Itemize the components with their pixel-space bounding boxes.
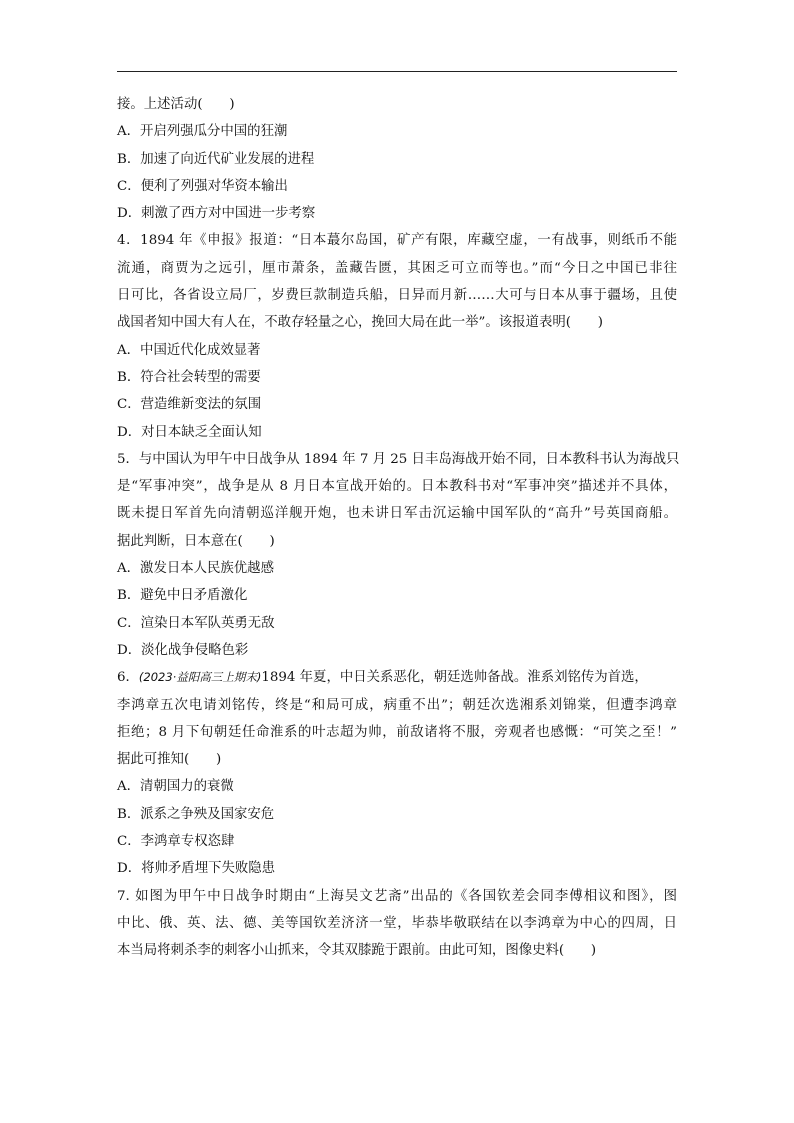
q4-stem-line-2: 流通，商贾为之远引，厘市萧条，盖藏告匮，其困乏可立而等也。”而“今日之中国已非往 xyxy=(117,260,677,276)
q4-option-a[interactable]: A．中国近代化成效显著 xyxy=(117,342,261,358)
q3-option-c[interactable]: C．便利了列强对华资本输出 xyxy=(117,178,288,194)
q4-stem-line-3: 日可比，各省设立局厂，岁费巨款制造兵船，日异而月新……大可与日本从事于疆场，且使 xyxy=(117,288,677,304)
q5-option-c[interactable]: C．渲染日本军队英勇无敌 xyxy=(117,615,275,631)
q5-option-a[interactable]: A．激发日本人民族优越感 xyxy=(117,561,274,577)
q6-option-a[interactable]: A．清朝国力的衰微 xyxy=(117,779,234,795)
q5-stem-line-1: 5．与中国认为甲午中日战争从 1894 年 7 月 25 日丰岛海战开始不同，日本教科书认为海战只 xyxy=(117,451,680,467)
q6-option-c[interactable]: C．李鸿章专权恣肆 xyxy=(117,834,235,850)
q6-stem-line-1 xyxy=(117,664,677,691)
q6-stem-line-2: 李鸿章五次电请刘铭传，终是“和局可成，病重不出”；朝廷次选湘系刘锦棠，但遭李鸿章 xyxy=(117,697,677,713)
q6-stem-line-3: 拒绝；8 月下旬朝廷任命淮系的叶志超为帅，前敌诸将不服，旁观者也感慨：“可笑之至！” xyxy=(117,724,677,740)
q5-stem-line-2: 是“军事冲突”，战争是从 8 月日本宣战开始的。日本教科书对“军事冲突”描述并不具体， xyxy=(117,479,677,495)
q4-option-d[interactable]: D．对日本缺乏全面认知 xyxy=(117,424,262,440)
q5-stem-line-3: 既未提日军首先向清朝巡洋舰开炮，也未讲日军击沉运输中国军队的“高升”号英国商船。 xyxy=(117,506,677,522)
q4-stem-line-1: 4．1894 年《申报》报道：“日本蕞尔岛国，矿产有限，库藏空虚，一有战事，则纸币不能 xyxy=(117,233,677,249)
q4-option-b[interactable]: B．符合社会转型的需要 xyxy=(117,369,261,385)
header-rule xyxy=(117,71,677,72)
q3-option-a[interactable]: A．开启列强瓜分中国的狂潮 xyxy=(117,124,288,140)
q3-option-b[interactable]: B．加速了向近代矿业发展的进程 xyxy=(117,151,315,167)
q6-stem-line-4: 据此可推知( ) xyxy=(117,752,222,768)
q6-option-d[interactable]: D．将帅矛盾埋下失败隐患 xyxy=(117,861,276,877)
q5-option-b[interactable]: B．避免中日矛盾激化 xyxy=(117,588,248,604)
q3-option-d[interactable]: D．刺激了西方对中国进一步考察 xyxy=(117,206,316,222)
q7-stem-line-3: 本当局将刺杀李的刺客小山抓来，令其双膝跪于跟前。由此可知，图像史料( ) xyxy=(117,943,597,959)
q7-stem-line-2: 中比、俄、英、法、德、美等国钦差济济一堂，毕恭毕敬联结在以李鸿章为中心的四周，日 xyxy=(117,915,677,931)
q6-source-tag: (2023·益阳高三上期末) xyxy=(138,670,262,685)
q6-number: 6． xyxy=(117,670,139,686)
q6-option-b[interactable]: B．派系之争殃及国家安危 xyxy=(117,806,275,822)
q4-stem-line-4: 战国者知中国大有人在，不敢存轻量之心，挽回大局在此一举”。该报道表明( ) xyxy=(117,315,603,331)
page-content xyxy=(117,91,680,965)
q5-stem-line-4: 据此判断，日本意在( ) xyxy=(117,533,275,549)
q3-stem-tail: 接。上述活动( ) xyxy=(117,97,235,112)
q6-stem-first-rest: 1894 年夏，中日关系恶化，朝廷选帅备战。淮系刘铭传为首选， xyxy=(261,670,648,686)
q4-option-c[interactable]: C．营造维新变法的氛围 xyxy=(117,397,262,413)
q5-option-d[interactable]: D．淡化战争侵略色彩 xyxy=(117,642,249,658)
q7-stem-line-1: 7. 如图为甲午中日战争时期由“上海吴文艺斋”出品的《各国钦差会同李傅相议和图》，图 xyxy=(117,888,677,904)
